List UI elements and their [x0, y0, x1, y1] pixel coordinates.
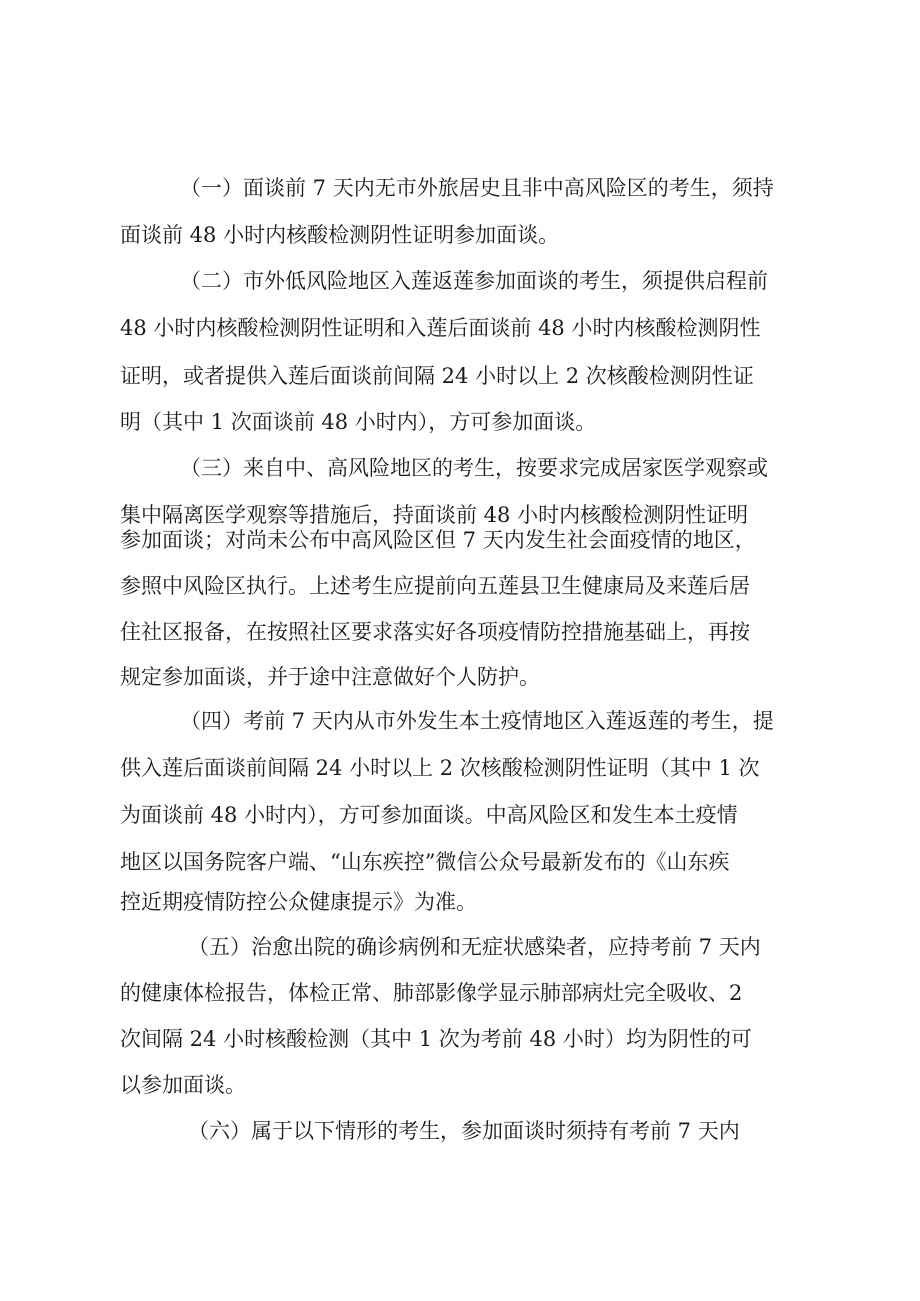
text-line: 参加面谈；对尚未公布中高风险区但 7 天内发生社会面疫情的地区， — [120, 528, 756, 552]
text-line: （一）面谈前 7 天内无市外旅居史且非中高风险区的考生，须持 — [180, 176, 774, 200]
text-line: （六）属于以下情形的考生，参加面谈时须持有考前 7 天内 — [188, 1119, 740, 1143]
text-line: 次间隔 24 小时核酸检测（其中 1 次为考前 48 小时）均为阴性的可 — [120, 1027, 752, 1051]
text-line: 证明，或者提供入莲后面谈前间隔 24 小时以上 2 次核酸检测阴性证 — [120, 364, 754, 388]
text-line: 规定参加面谈，并于途中注意做好个人防护。 — [120, 665, 540, 689]
text-line: 地区以国务院客户端、“山东疾控”微信公众号最新发布的《山东疾 — [120, 850, 730, 874]
text-line: 面谈前 48 小时内核酸检测阴性证明参加面谈。 — [120, 223, 560, 247]
text-line: 以参加面谈。 — [120, 1073, 246, 1097]
text-line: 的健康体检报告，体检正常、肺部影像学显示肺部病灶完全吸收、2 — [120, 981, 743, 1005]
text-line: （五）治愈出院的确诊病例和无症状感染者，应持考前 7 天内 — [188, 935, 761, 959]
text-line: 明（其中 1 次面谈前 48 小时内），方可参加面谈。 — [120, 410, 597, 434]
text-line: 为面谈前 48 小时内），方可参加面谈。中高风险区和发生本土疫情 — [120, 803, 738, 827]
text-line: （二）市外低风险地区入莲返莲参加面谈的考生，须提供启程前 — [180, 269, 768, 293]
text-line: 住社区报备，在按照社区要求落实好各项疫情防控措施基础上，再按 — [120, 620, 750, 644]
text-line: 控近期疫情防控公众健康提示》为准。 — [120, 890, 477, 914]
text-line: 供入莲后面谈前间隔 24 小时以上 2 次核酸检测阴性证明（其中 1 次 — [120, 756, 760, 780]
text-line: （三）来自中、高风险地区的考生，按要求完成居家医学观察或 — [180, 456, 768, 480]
text-line: 集中隔离医学观察等措施后，持面谈前 48 小时内核酸检测阴性证明 — [120, 503, 749, 527]
text-line: （四）考前 7 天内从市外发生本土疫情地区入莲返莲的考生，提 — [180, 709, 774, 733]
text-line: 48 小时内核酸检测阴性证明和入莲后面谈前 48 小时内核酸检测阴性 — [120, 316, 761, 340]
text-line: 参照中风险区执行。上述考生应提前向五莲县卫生健康局及来莲后居 — [120, 574, 750, 598]
